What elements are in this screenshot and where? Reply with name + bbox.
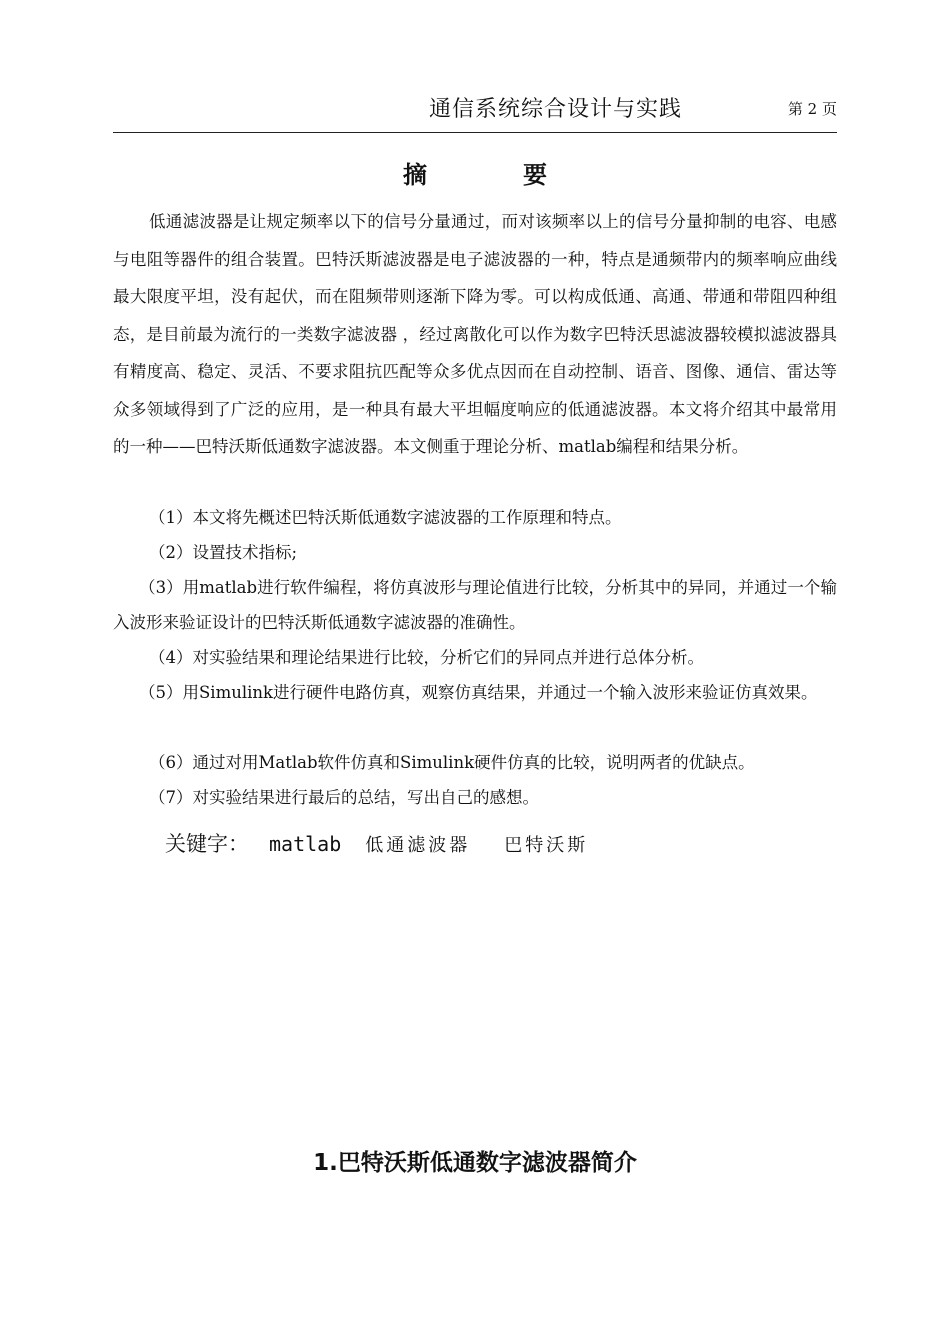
abstract-item-4: （4）对实验结果和理论结果进行比较，分析它们的异同点并进行总体分析。 bbox=[149, 648, 704, 667]
page-header bbox=[113, 88, 837, 133]
abstract-item-6: （6）通过对用Matlab软件仿真和Simulink硬件仿真的比较，说明两者的优缺点。 bbox=[149, 753, 755, 772]
abstract-item-2: （2）设置技术指标; bbox=[149, 543, 298, 562]
abstract-item-7: （7）对实验结果进行最后的总结，写出自己的感想。 bbox=[149, 788, 539, 807]
abstract-item-5: （5）用Simulink进行硬件电路仿真，观察仿真结果，并通过一个输入波形来验证仿真效果。 bbox=[139, 683, 818, 702]
page-number: 第 2 页 bbox=[787, 100, 837, 118]
abstract-heading: 摘 要 bbox=[403, 161, 583, 189]
section-heading: 1.巴特沃斯低通数字滤波器简介 bbox=[313, 1150, 637, 1176]
abstract-item-1: （1）本文将先概述巴特沃斯低通数字滤波器的工作原理和特点。 bbox=[149, 508, 622, 527]
abstract-item-3: （3）用matlab进行软件编程，将仿真波形与理论值进行比较，分析其中的异同，并通过一个输入波形来验证设计的巴特沃斯低通数字滤波器的准确性。 bbox=[113, 578, 837, 632]
keywords-label: 关键字： bbox=[165, 832, 249, 856]
keyword-item: 巴特沃斯 bbox=[504, 835, 589, 856]
abstract-paragraph: 低通滤波器是让规定频率以下的信号分量通过，而对该频率以上的信号分量抑制的电容、电感与电阻等器件的组合装置。巴特沃斯滤波器是电子滤波器的一种，特点是通频带内的频率响应曲线最大限度平坦，没有起伏，而在阻频带则逐渐下降为零。可以构成低通、高通、带通和带阻四种组态，是目前最为流行的一类数字滤波器 ，经过离散化可以作为数字巴特沃思滤波器较模拟滤波器具有精度高、稳定、灵活、不要求阻抗匹配等众多优点因而在自动控制、语音、图像、通信、雷达等众多领域得到了广泛的应用，是一种具有最大平坦幅度响应的低通滤波器。本文将介绍其中最常用的一种——巴特沃斯低通数字滤波器。本文侧重于理论分析、matlab编程和结果分析。 bbox=[113, 212, 837, 456]
header-title: 通信系统综合设计与实践 bbox=[429, 97, 683, 122]
keyword-item: matlab bbox=[269, 832, 342, 856]
keyword-item: 低通滤波器 bbox=[365, 835, 471, 856]
keywords-line bbox=[165, 828, 588, 858]
